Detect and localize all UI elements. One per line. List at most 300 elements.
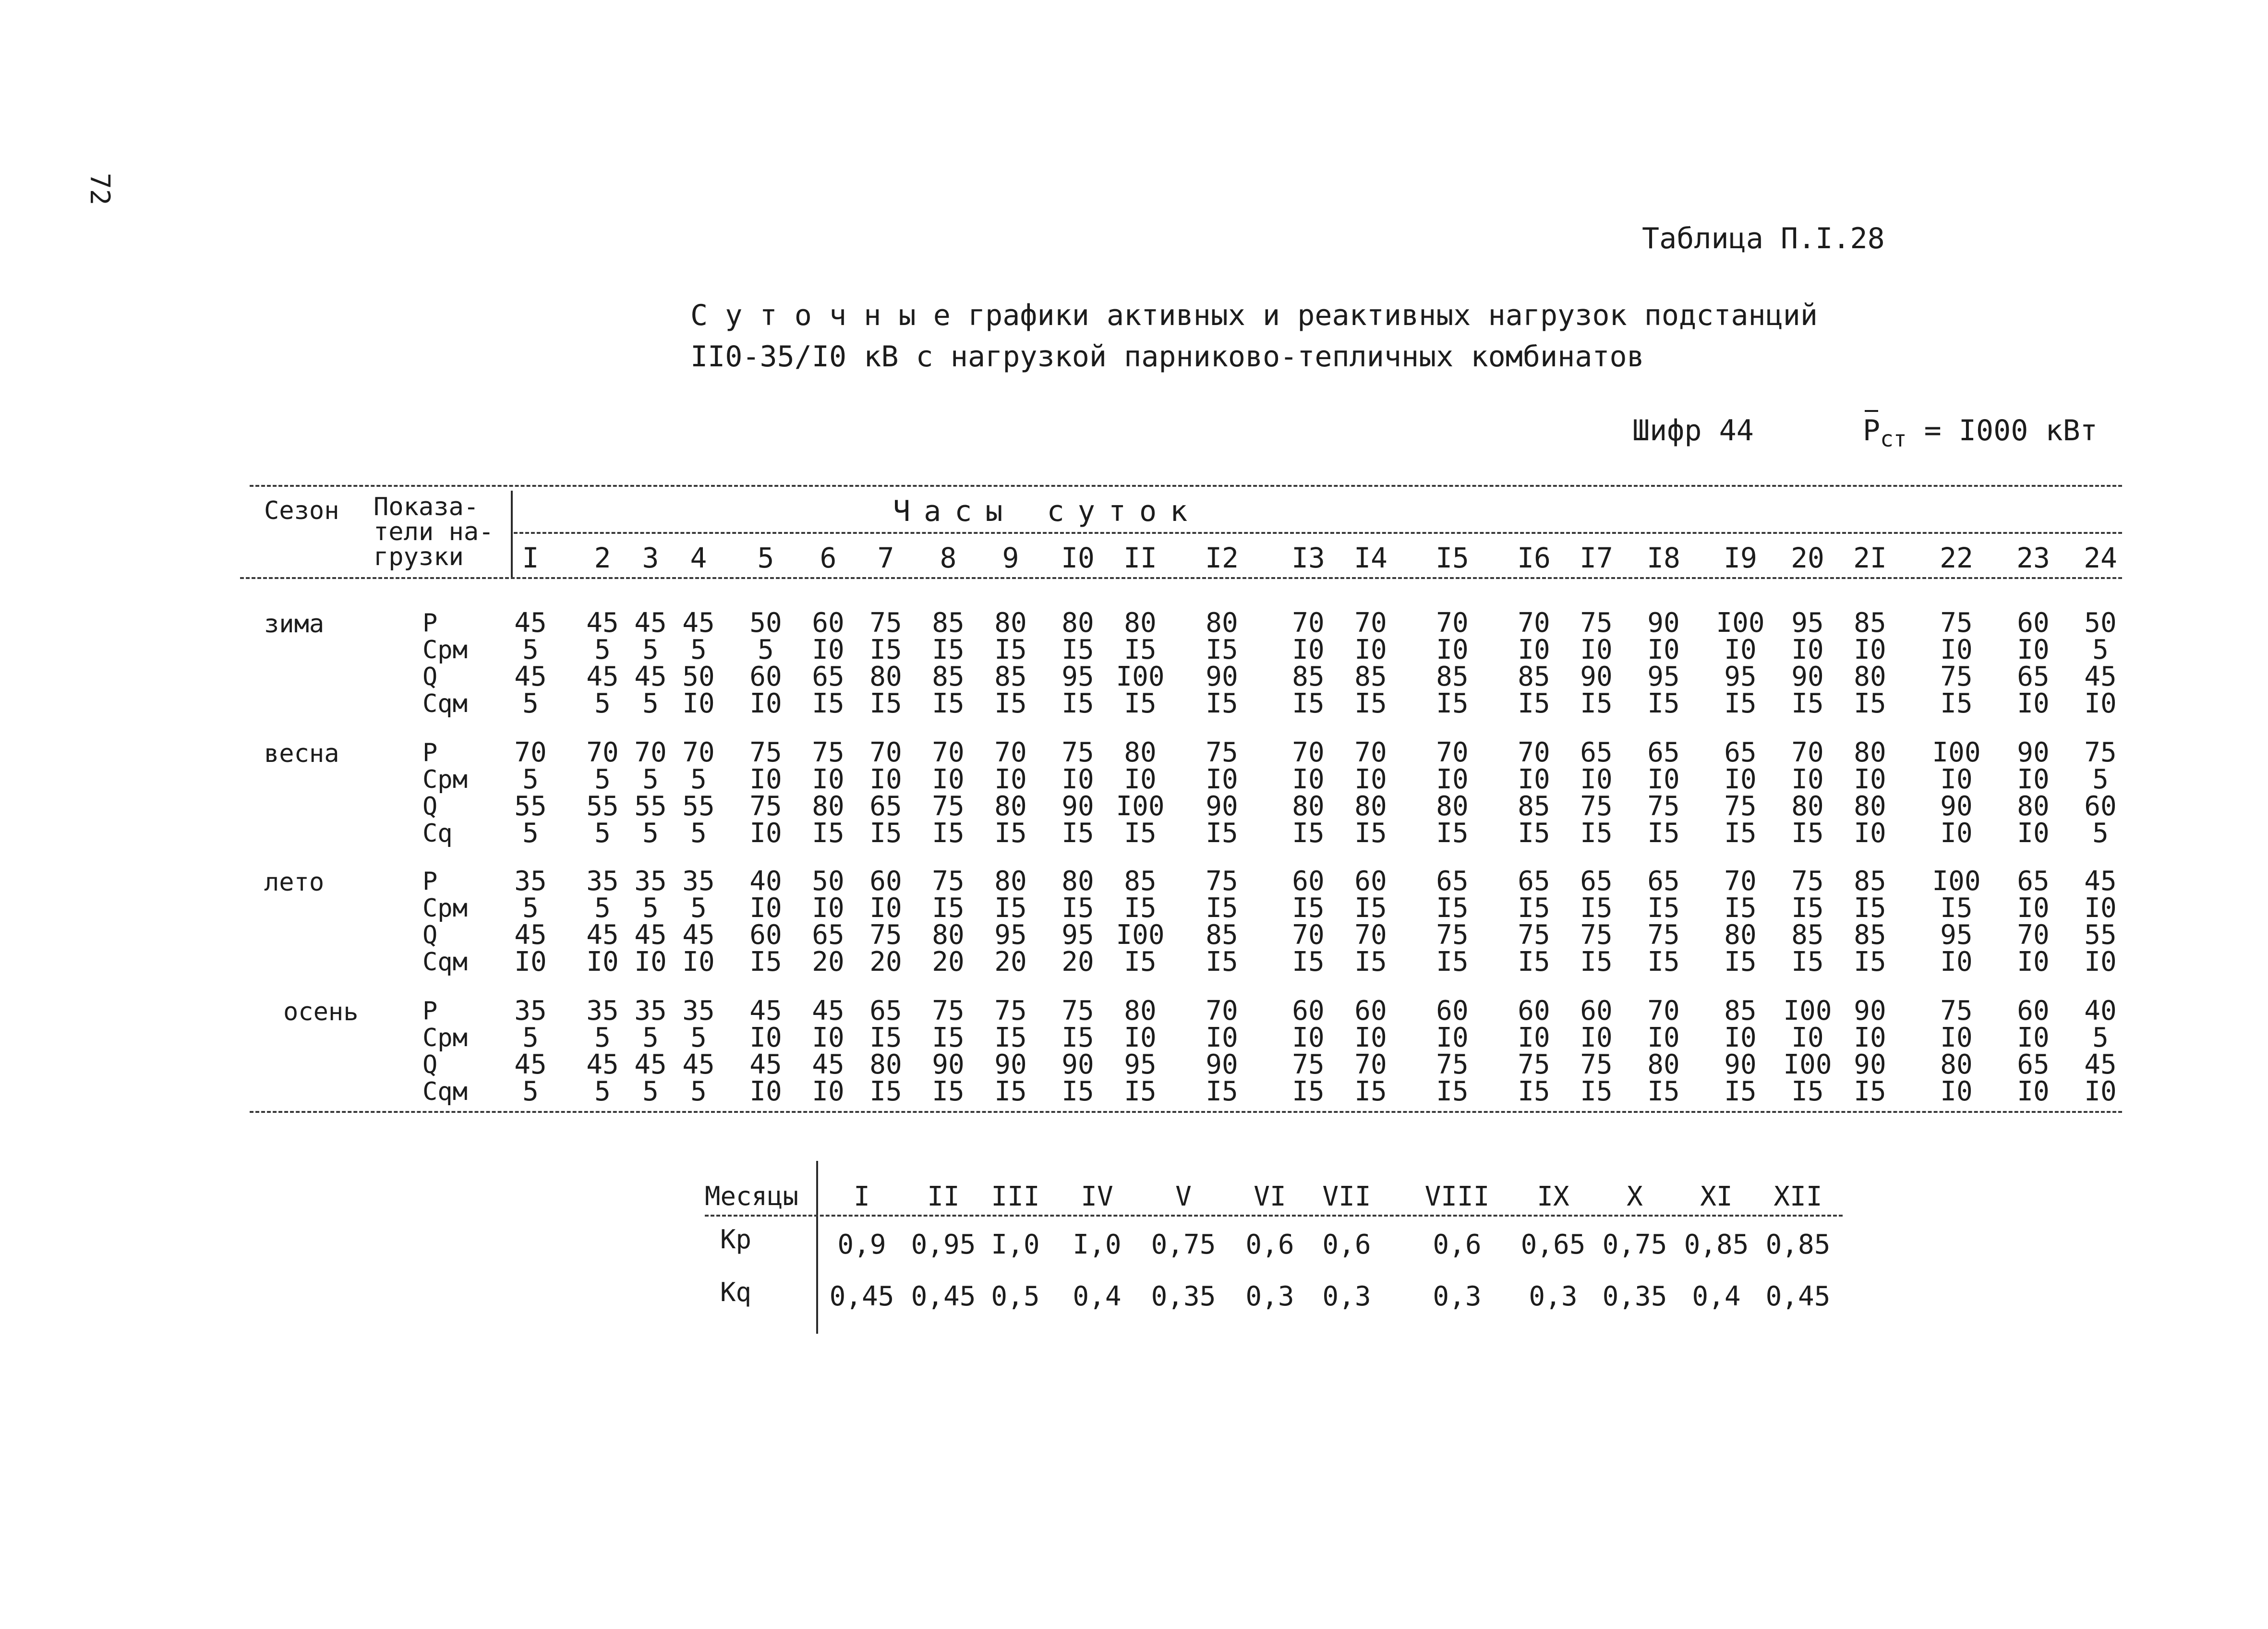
cell-value: I0 (1854, 1022, 1886, 1053)
hour-cell (797, 739, 859, 847)
cell-value: I00 (1716, 607, 1765, 639)
cell-value: I5 (1124, 946, 1157, 977)
cell-value: 65 (869, 791, 902, 822)
cell-value: 35 (586, 995, 619, 1026)
cell-value: I5 (1436, 893, 1469, 924)
table-label: Таблица П.I.28 (1642, 222, 1885, 255)
hour-cell (2069, 868, 2132, 976)
cell-value: 65 (2017, 1049, 2050, 1080)
cell-value: 80 (994, 866, 1027, 897)
hour-cell (499, 739, 562, 847)
cell-value: 35 (634, 866, 667, 897)
cell-value: 80 (1206, 607, 1238, 639)
cell-value: 90 (1854, 1049, 1886, 1080)
cell-value: 75 (1791, 866, 1824, 897)
cell-value: 75 (1647, 919, 1680, 951)
cell-value: 80 (1854, 737, 1886, 768)
hour-cell (1776, 739, 1839, 847)
indicator-label: Q (422, 792, 438, 821)
cell-value: 80 (1854, 791, 1886, 822)
indicator-label: P (422, 738, 438, 767)
cell-value: I0 (1724, 764, 1757, 795)
cell-value: 5 (642, 1076, 659, 1107)
hour-cell (735, 868, 797, 976)
hour-cell (1632, 607, 1695, 719)
cell-value: 90 (1791, 661, 1824, 692)
month-header: VIII (1424, 1181, 1490, 1212)
cell-value: I5 (1124, 1076, 1157, 1107)
cell-value: I5 (1436, 818, 1469, 849)
season-label: зима (264, 610, 325, 639)
cell-value: I5 (1292, 893, 1325, 924)
cell-value: 80 (1062, 866, 1094, 897)
cell-value: 45 (749, 1049, 782, 1080)
table-title (690, 295, 1818, 377)
hour-cell (1339, 607, 1402, 719)
hour-cell (1565, 868, 1628, 976)
cell-value: 45 (682, 919, 715, 951)
cell-value: I0 (749, 1022, 782, 1053)
cell-value: 80 (1436, 791, 1469, 822)
cell-value: 20 (932, 946, 965, 977)
indicator-label: Cqм (422, 689, 468, 718)
cell-value: I0 (1940, 764, 1973, 795)
cell-value: I5 (932, 688, 965, 719)
cell-value: 75 (1518, 1049, 1550, 1080)
cell-value: 80 (2017, 791, 2050, 822)
cell-value: I0 (1436, 634, 1469, 665)
hour-cell (1277, 607, 1339, 719)
cell-value: 95 (1647, 661, 1680, 692)
cell-value: I0 (1791, 764, 1824, 795)
cell-value: 5 (642, 764, 659, 795)
kp-value: 0,85 (1765, 1229, 1831, 1260)
cell-value: 50 (812, 866, 844, 897)
indicators-header (374, 495, 494, 569)
cell-value: I00 (1116, 919, 1165, 951)
hour-19: I9 (1724, 542, 1757, 574)
cell-value: I00 (1783, 1049, 1832, 1080)
cell-value: 75 (1940, 661, 1973, 692)
hour-cell (1421, 607, 1484, 719)
season-header: Сезон (264, 496, 339, 525)
hour-22: 22 (1940, 542, 1973, 574)
cell-value: 95 (1940, 919, 1973, 951)
hour-cell (917, 739, 979, 847)
kp-value: 0,65 (1520, 1229, 1586, 1260)
cell-value: I5 (1724, 818, 1757, 849)
cell-value: 75 (932, 995, 965, 1026)
cell-value: 70 (634, 737, 667, 768)
cell-value: I0 (869, 893, 902, 924)
cell-value: 35 (514, 866, 547, 897)
cell-value: 20 (1062, 946, 1094, 977)
hour-cell (1925, 995, 1988, 1107)
cell-value: I0 (1724, 634, 1757, 665)
cell-value: 75 (1580, 919, 1613, 951)
cell-value: I5 (1436, 688, 1469, 719)
month-header: IV (1081, 1181, 1113, 1212)
hour-cell (1503, 995, 1565, 1107)
cell-value: 70 (1354, 1049, 1387, 1080)
cell-value: I5 (1292, 946, 1325, 977)
kq-value: 0,3 (1433, 1281, 1482, 1312)
cell-value: 60 (749, 661, 782, 692)
cell-value: I5 (1518, 818, 1550, 849)
cell-value: 70 (1791, 737, 1824, 768)
hour-cell (1047, 739, 1109, 847)
kq-value: 0,35 (1151, 1281, 1216, 1312)
cell-value: I5 (1206, 893, 1238, 924)
cell-value: 65 (2017, 866, 2050, 897)
cell-value: I5 (812, 818, 844, 849)
cell-value: I0 (2017, 634, 2050, 665)
cell-value: I5 (1062, 818, 1094, 849)
cell-value: 70 (1354, 919, 1387, 951)
cell-value: I5 (1518, 946, 1550, 977)
kq-value: 0,4 (1692, 1281, 1741, 1312)
cell-value: 60 (1292, 866, 1325, 897)
cell-value: I5 (1647, 688, 1680, 719)
cell-value: 45 (749, 995, 782, 1026)
hour-cell (2069, 995, 2132, 1107)
hour-18: I8 (1647, 542, 1680, 574)
cell-value: 5 (642, 634, 659, 665)
cell-value: 85 (1518, 791, 1550, 822)
cell-value: I5 (1580, 818, 1613, 849)
cell-value: 5 (594, 818, 611, 849)
cell-value: I0 (1292, 634, 1325, 665)
cell-value: I5 (1206, 634, 1238, 665)
hour-15: I5 (1436, 542, 1469, 574)
month-header: XI (1700, 1181, 1733, 1212)
hour-5: 5 (757, 542, 774, 574)
cell-value: I5 (1724, 946, 1757, 977)
cell-value: 50 (682, 661, 715, 692)
hour-cell (1632, 868, 1695, 976)
indicator-label: Q (422, 663, 438, 691)
page-number: 72 (84, 173, 115, 205)
cell-value: I0 (1940, 818, 1973, 849)
cell-value: I0 (1724, 1022, 1757, 1053)
cell-value: 55 (634, 791, 667, 822)
cell-value: 70 (1436, 607, 1469, 639)
hour-cell (1709, 739, 1772, 847)
cell-value: I0 (2017, 764, 2050, 795)
cell-value: I5 (1124, 893, 1157, 924)
cell-value: 70 (1206, 995, 1238, 1026)
hour-cell (797, 995, 859, 1107)
hour-2: 2 (594, 542, 611, 574)
cell-value: 20 (994, 946, 1027, 977)
cell-value: 5 (690, 893, 707, 924)
cell-value: 45 (812, 995, 844, 1026)
rated-power (1863, 414, 2098, 452)
cell-value: 85 (1724, 995, 1757, 1026)
month-header: X (1627, 1181, 1643, 1212)
cell-value: 90 (1062, 791, 1094, 822)
cell-value: 20 (812, 946, 844, 977)
cell-value: I0 (1940, 1076, 1973, 1107)
cell-value: I0 (1580, 1022, 1613, 1053)
hour-cell (1109, 739, 1171, 847)
hour-10: I0 (1061, 542, 1095, 574)
cell-value: 45 (514, 919, 547, 951)
season-label: лето (264, 868, 325, 897)
cell-value: 95 (1062, 661, 1094, 692)
cell-value: I5 (1647, 946, 1680, 977)
kp-value: 0,6 (1322, 1229, 1371, 1260)
cell-value: 70 (932, 737, 965, 768)
cell-value: 80 (932, 919, 965, 951)
cell-value: I0 (749, 818, 782, 849)
hour-20: 20 (1791, 542, 1824, 574)
cell-value: I5 (1206, 688, 1238, 719)
cell-value: 70 (869, 737, 902, 768)
cell-value: I0 (2017, 818, 2050, 849)
power-symbol: P (1863, 414, 1881, 447)
hour-11: II (1123, 542, 1157, 574)
cell-value: I0 (1854, 818, 1886, 849)
cell-value: 5 (594, 1022, 611, 1053)
cell-value: 85 (1206, 919, 1238, 951)
cell-value: I0 (586, 946, 619, 977)
cell-value: 60 (2084, 791, 2117, 822)
cell-value: 5 (690, 1076, 707, 1107)
indicator-label: Cрм (422, 1024, 468, 1052)
hour-cell (1925, 739, 1988, 847)
cell-value: I5 (1518, 688, 1550, 719)
cell-value: 75 (1580, 1049, 1613, 1080)
kq-value: 0,45 (829, 1281, 894, 1312)
cell-value: I5 (1647, 1076, 1680, 1107)
cell-value: I0 (634, 946, 667, 977)
cell-value: 65 (869, 995, 902, 1026)
hours-rule (514, 532, 2122, 534)
cell-value: I5 (994, 634, 1027, 665)
cell-value: I0 (2084, 1076, 2117, 1107)
month-header: V (1175, 1181, 1192, 1212)
cell-value: 45 (2084, 1049, 2117, 1080)
cell-value: 90 (994, 1049, 1027, 1080)
cell-value: I5 (1791, 1076, 1824, 1107)
cell-value: 75 (1292, 1049, 1325, 1080)
cell-value: 5 (690, 634, 707, 665)
hour-cell (1191, 868, 1253, 976)
hour-cell (1339, 995, 1402, 1107)
cell-value: I0 (1580, 764, 1613, 795)
hour-cell (1632, 995, 1695, 1107)
kq-value: 0,45 (1765, 1281, 1831, 1312)
cell-value: 50 (749, 607, 782, 639)
hour-cell (2069, 739, 2132, 847)
indicator-label: Q (422, 1050, 438, 1079)
cell-value: I5 (1724, 1076, 1757, 1107)
power-value: = I000 кВт (1924, 414, 2098, 447)
cell-value: 70 (1292, 919, 1325, 951)
cell-value: 5 (594, 1076, 611, 1107)
cell-value: 75 (1436, 1049, 1469, 1080)
cell-value: 5 (690, 1022, 707, 1053)
indicators-header-line-1: Показа- (374, 493, 479, 521)
cell-value: I5 (1354, 688, 1387, 719)
cell-value: I5 (1354, 818, 1387, 849)
cell-value: 65 (1647, 737, 1680, 768)
cell-value: 60 (1580, 995, 1613, 1026)
month-header: III (991, 1181, 1040, 1212)
months-caption: Месяцы (705, 1181, 799, 1211)
hour-cell (797, 607, 859, 719)
cell-value: 60 (2017, 607, 2050, 639)
cell-value: 85 (1436, 661, 1469, 692)
cell-value: 5 (642, 818, 659, 849)
cell-value: I5 (1436, 946, 1469, 977)
kp-value: 0,75 (1151, 1229, 1216, 1260)
cell-value: 45 (514, 1049, 547, 1080)
cell-value: I5 (1518, 893, 1550, 924)
cell-value: 5 (2092, 818, 2109, 849)
hour-cell (1109, 868, 1171, 976)
cell-value: I0 (2017, 1022, 2050, 1053)
cell-value: 90 (1724, 1049, 1757, 1080)
hour-cell (1925, 868, 1988, 976)
kp-value: 0,85 (1684, 1229, 1749, 1260)
indicator-label: P (422, 609, 438, 638)
cell-value: I0 (1354, 764, 1387, 795)
hour-cell (1421, 868, 1484, 976)
cell-value: 45 (682, 607, 715, 639)
kp-value: 0,95 (911, 1229, 976, 1260)
cell-value: 85 (1518, 661, 1550, 692)
cell-value: 85 (932, 661, 965, 692)
cell-value: I0 (682, 946, 715, 977)
cell-value: 75 (932, 791, 965, 822)
cell-value: I0 (2084, 688, 2117, 719)
cell-value: 95 (994, 919, 1027, 951)
kq-value: 0,45 (911, 1281, 976, 1312)
cell-value: 80 (869, 1049, 902, 1080)
cell-value: I5 (932, 1022, 965, 1053)
cell-value: 90 (1206, 661, 1238, 692)
cell-value: 5 (522, 1076, 539, 1107)
hour-cell (1776, 607, 1839, 719)
cell-value: 85 (994, 661, 1027, 692)
cell-value: 65 (1580, 737, 1613, 768)
cell-value: 75 (1206, 737, 1238, 768)
cell-value: I5 (994, 818, 1027, 849)
month-header: VII (1322, 1181, 1371, 1212)
hour-cell (1047, 868, 1109, 976)
cell-value: I00 (1116, 661, 1165, 692)
cell-value: I0 (812, 764, 844, 795)
cipher: Шифр 44 (1632, 414, 1754, 447)
cell-value: 85 (1854, 866, 1886, 897)
cell-value: I0 (1436, 764, 1469, 795)
cell-value: I5 (1791, 818, 1824, 849)
cell-value: I5 (1724, 893, 1757, 924)
cell-value: I0 (1854, 634, 1886, 665)
cell-value: 90 (1206, 1049, 1238, 1080)
cell-value: 70 (1724, 866, 1757, 897)
cell-value: 80 (1791, 791, 1824, 822)
hour-cell (1632, 739, 1695, 847)
cell-value: 45 (634, 661, 667, 692)
cell-value: 95 (1062, 919, 1094, 951)
table-bottom-rule (250, 1111, 2122, 1113)
cell-value: 75 (749, 737, 782, 768)
table-top-rule (250, 485, 2122, 487)
cell-value: 80 (1354, 791, 1387, 822)
cell-value: 75 (1206, 866, 1238, 897)
indicator-label: Cрм (422, 636, 468, 664)
cell-value: I5 (1580, 1076, 1613, 1107)
cell-value: I5 (1062, 1076, 1094, 1107)
cell-value: 75 (1647, 791, 1680, 822)
indicator-label: Q (422, 921, 438, 950)
hour-cell (1277, 868, 1339, 976)
cell-value: I5 (994, 893, 1027, 924)
hour-cell (1709, 868, 1772, 976)
cell-value: I5 (1791, 893, 1824, 924)
cell-value: 55 (682, 791, 715, 822)
hour-cell (979, 739, 1042, 847)
cell-value: 65 (1580, 866, 1613, 897)
cell-value: I0 (1647, 1022, 1680, 1053)
cell-value: 70 (514, 737, 547, 768)
hour-cell (1565, 739, 1628, 847)
cell-value: I0 (1206, 764, 1238, 795)
month-header: IX (1537, 1181, 1569, 1212)
cell-value: 75 (2084, 737, 2117, 768)
cell-value: 75 (1062, 737, 1094, 768)
cell-value: 65 (1436, 866, 1469, 897)
cell-value: 75 (1580, 607, 1613, 639)
hour-cell (667, 995, 730, 1107)
cell-value: I5 (994, 1076, 1027, 1107)
hour-cell (1776, 868, 1839, 976)
cell-value: I5 (869, 634, 902, 665)
hour-cell (979, 607, 1042, 719)
cell-value: 65 (1647, 866, 1680, 897)
hour-cell (1277, 995, 1339, 1107)
cell-value: 75 (1940, 607, 1973, 639)
cell-value: I5 (1436, 1076, 1469, 1107)
hour-cell (1839, 607, 1901, 719)
cell-value: 75 (1062, 995, 1094, 1026)
cell-value: I0 (812, 893, 844, 924)
cell-value: 85 (1791, 919, 1824, 951)
cell-value: 40 (2084, 995, 2117, 1026)
cell-value: 75 (994, 995, 1027, 1026)
cell-value: I5 (1354, 893, 1387, 924)
hour-14: I4 (1354, 542, 1387, 574)
cell-value: 65 (812, 661, 844, 692)
cell-value: 40 (749, 866, 782, 897)
cell-value: 5 (522, 893, 539, 924)
cell-value: 5 (642, 1022, 659, 1053)
cell-value: 70 (586, 737, 619, 768)
hour-cell (1421, 739, 1484, 847)
cell-value: 75 (869, 607, 902, 639)
cell-value: I5 (869, 1076, 902, 1107)
cell-value: 45 (634, 1049, 667, 1080)
cell-value: I5 (1854, 946, 1886, 977)
cell-value: I0 (1940, 946, 1973, 977)
hour-cell (855, 868, 917, 976)
hour-1: I (522, 542, 539, 574)
cell-value: 5 (758, 634, 774, 665)
hour-cell (1839, 739, 1901, 847)
